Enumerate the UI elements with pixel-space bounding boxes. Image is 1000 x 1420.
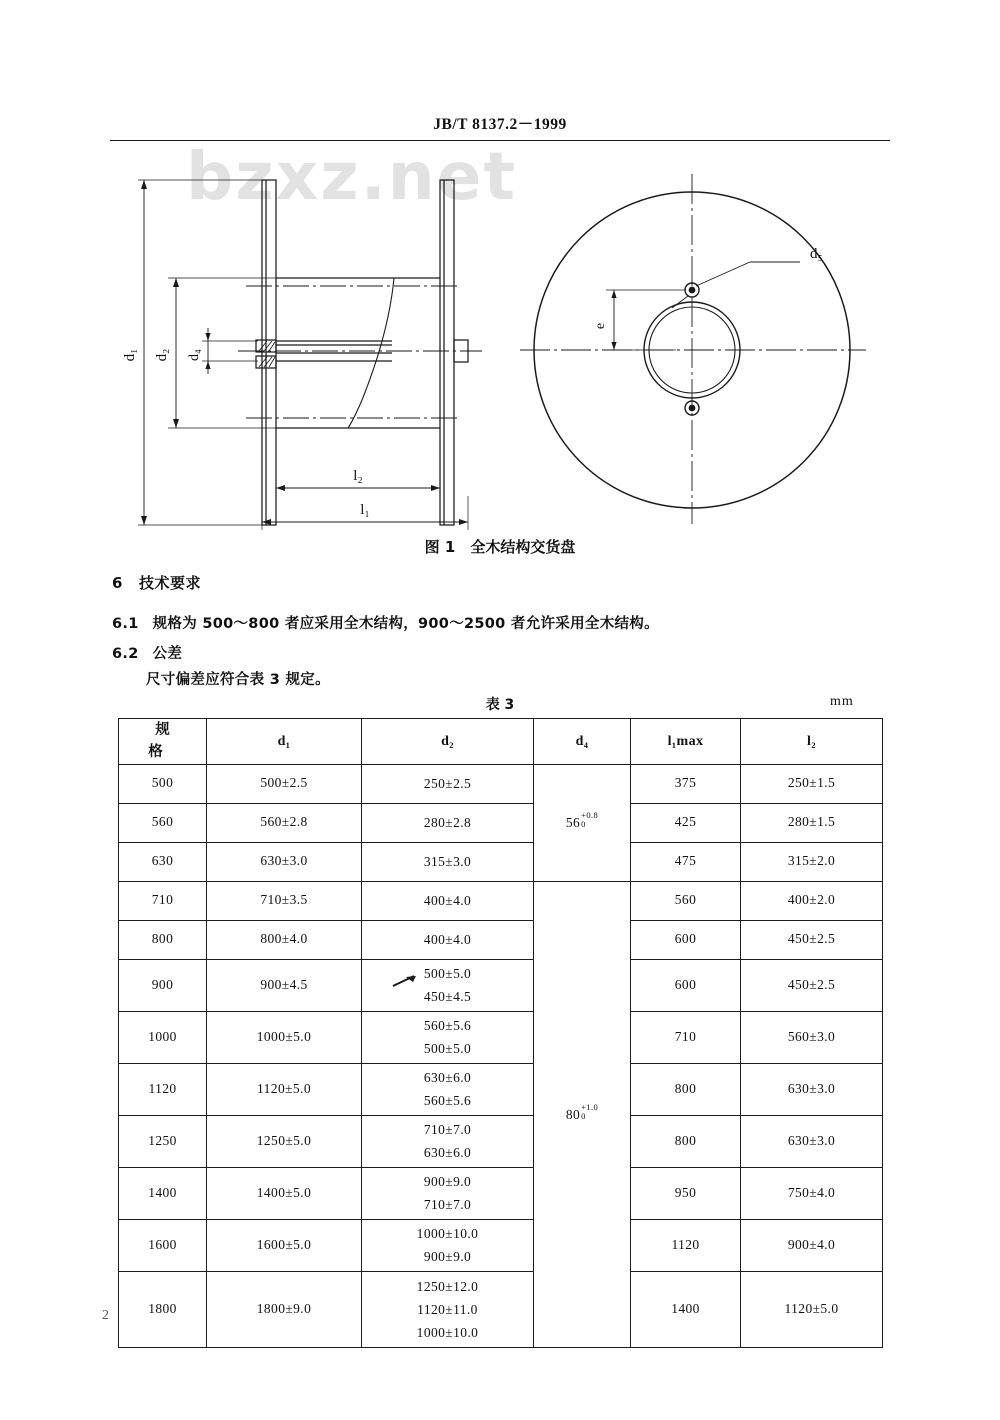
cell-spec: 800 xyxy=(119,920,207,959)
clause-6-2-number: 6.2 xyxy=(112,646,139,662)
cell-d2 xyxy=(362,959,534,1011)
cell-d4 xyxy=(534,764,631,881)
cell-l1max: 1120 xyxy=(631,1219,741,1271)
cell-d4-value: 80+1.0 0 xyxy=(565,1101,599,1123)
table-3 xyxy=(118,718,883,1348)
cell-l1max: 425 xyxy=(631,803,741,842)
table-body xyxy=(119,764,883,1347)
cell-spec: 710 xyxy=(119,881,207,920)
cell-d1: 630±3.0 xyxy=(207,842,362,881)
cell-l1max: 600 xyxy=(631,920,741,959)
cell-d2 xyxy=(362,1219,534,1271)
column-header-l1max: l₁max xyxy=(631,719,741,765)
table-caption: 表 3 xyxy=(485,697,515,713)
table-row xyxy=(119,1115,883,1167)
table-row xyxy=(119,1063,883,1115)
clause-6-2-body: 尺寸偏差应符合表 3 规定。 xyxy=(146,672,330,688)
cell-d2-value: 315±3.0 xyxy=(423,854,472,870)
cell-d2-value: 1250±12.0 xyxy=(416,1278,479,1294)
cell-l1max: 710 xyxy=(631,1011,741,1063)
cell-d2-value: 710±7.0 xyxy=(423,1197,472,1213)
cell-d2 xyxy=(362,1115,534,1167)
cell-spec: 500 xyxy=(119,764,207,803)
cell-l1max: 800 xyxy=(631,1063,741,1115)
cell-d4-tolerance: +1.0 0 xyxy=(581,1101,599,1121)
cell-d2-value: 500±5.0 xyxy=(423,966,472,982)
cell-d2-value: 630±6.0 xyxy=(423,1070,472,1086)
cell-spec: 1250 xyxy=(119,1115,207,1167)
table-unit-label: mm xyxy=(830,694,854,709)
spool-svg xyxy=(110,150,890,535)
cell-l2: 630±3.0 xyxy=(741,1115,883,1167)
table-row xyxy=(119,764,883,803)
cell-d4 xyxy=(534,881,631,1347)
column-header-d2: d₂ xyxy=(362,719,534,765)
cell-d2 xyxy=(362,920,534,959)
table-row xyxy=(119,842,883,881)
column-header-l2: l₂ xyxy=(741,719,883,765)
figure-caption: 图 1 全木结构交货盘 xyxy=(424,538,576,556)
watermark-bzxz: bzxz.net xyxy=(186,138,518,215)
cell-spec: 1120 xyxy=(119,1063,207,1115)
section-number: 6 xyxy=(112,574,123,592)
cell-d1: 1600±5.0 xyxy=(207,1219,362,1271)
table-3-wrapper xyxy=(118,718,882,1348)
cell-d1: 900±4.5 xyxy=(207,959,362,1011)
cell-d1: 500±2.5 xyxy=(207,764,362,803)
cell-d1: 800±4.0 xyxy=(207,920,362,959)
figure-label-l2: l₂ xyxy=(353,468,363,484)
cell-l2: 450±2.5 xyxy=(741,959,883,1011)
cell-l1max: 475 xyxy=(631,842,741,881)
column-header-spec: 规 格 xyxy=(119,719,207,765)
cell-l2: 450±2.5 xyxy=(741,920,883,959)
cell-spec: 1000 xyxy=(119,1011,207,1063)
table-row xyxy=(119,959,883,1011)
cell-l1max: 600 xyxy=(631,959,741,1011)
cell-d1: 560±2.8 xyxy=(207,803,362,842)
cell-d2 xyxy=(362,1271,534,1347)
section-heading-6 xyxy=(112,572,201,593)
cell-l1max: 1400 xyxy=(631,1271,741,1347)
cell-d2-value: 400±4.0 xyxy=(423,893,472,909)
cell-d2-value: 560±5.6 xyxy=(423,1093,472,1109)
cell-d2-value: 900±9.0 xyxy=(423,1174,472,1190)
figure-spool-drawing xyxy=(110,150,890,535)
cell-spec: 1800 xyxy=(119,1271,207,1347)
cell-d1: 710±3.5 xyxy=(207,881,362,920)
cell-l2: 250±1.5 xyxy=(741,764,883,803)
cell-d2-value: 710±7.0 xyxy=(423,1122,472,1138)
cell-l1max: 375 xyxy=(631,764,741,803)
cell-d2 xyxy=(362,764,534,803)
cell-l2: 900±4.0 xyxy=(741,1219,883,1271)
cell-d2-value: 1000±10.0 xyxy=(416,1325,479,1341)
table-row xyxy=(119,1271,883,1347)
cell-d2-value: 280±2.8 xyxy=(423,815,472,831)
table-header-row xyxy=(119,719,883,765)
cell-d1: 1800±9.0 xyxy=(207,1271,362,1347)
table-row xyxy=(119,803,883,842)
column-header-d1: d₁ xyxy=(207,719,362,765)
cell-d4-value: 56+0.8 0 xyxy=(565,810,599,831)
cell-d2-value: 900±9.0 xyxy=(423,1249,472,1265)
table-row xyxy=(119,1219,883,1271)
cell-d2-value: 1120±11.0 xyxy=(417,1301,478,1317)
cell-d2 xyxy=(362,842,534,881)
cell-d2-value: 560±5.6 xyxy=(423,1018,472,1034)
cell-spec: 560 xyxy=(119,803,207,842)
page-number: 2 xyxy=(102,1308,109,1323)
table-row xyxy=(119,920,883,959)
cell-l2: 315±2.0 xyxy=(741,842,883,881)
cell-d2-value: 630±6.0 xyxy=(423,1145,472,1161)
figure-label-l1: l₁ xyxy=(360,502,370,518)
cell-d2-value: 1000±10.0 xyxy=(416,1226,479,1242)
cell-l2: 400±2.0 xyxy=(741,881,883,920)
cell-d2 xyxy=(362,881,534,920)
cell-d2 xyxy=(362,1011,534,1063)
cell-d1: 1000±5.0 xyxy=(207,1011,362,1063)
table-row xyxy=(119,881,883,920)
table-row xyxy=(119,1167,883,1219)
cell-d2-value: 250±2.5 xyxy=(423,776,472,792)
page-header-standard-number: JB/T 8137.2－1999 xyxy=(433,116,567,133)
figure-label-d1: d₁ xyxy=(122,348,138,362)
cell-l1max: 800 xyxy=(631,1115,741,1167)
figure-label-d4: d₄ xyxy=(187,349,202,361)
clause-6-1 xyxy=(112,612,659,633)
clause-6-2-text: 公差 xyxy=(152,646,183,662)
cell-l2: 750±4.0 xyxy=(741,1167,883,1219)
cell-spec: 1400 xyxy=(119,1167,207,1219)
cell-d2-value: 450±4.5 xyxy=(423,989,472,1005)
clause-6-1-text: 规格为 500～800 者应采用全木结构，900～2500 者允许采用全木结构。 xyxy=(152,616,659,632)
figure-label-d2: d₂ xyxy=(154,348,170,362)
clause-6-1-number: 6.1 xyxy=(112,616,139,632)
cell-d2-value: 400±4.0 xyxy=(423,932,472,948)
cell-d1: 1250±5.0 xyxy=(207,1115,362,1167)
cell-l2: 1120±5.0 xyxy=(741,1271,883,1347)
cell-spec: 1600 xyxy=(119,1219,207,1271)
cell-d1: 1120±5.0 xyxy=(207,1063,362,1115)
column-header-d4: d₄ xyxy=(534,719,631,765)
cell-d2 xyxy=(362,803,534,842)
cell-spec: 900 xyxy=(119,959,207,1011)
cell-l2: 280±1.5 xyxy=(741,803,883,842)
cell-d2-value: 500±5.0 xyxy=(423,1041,472,1057)
cell-l2: 560±3.0 xyxy=(741,1011,883,1063)
cell-d2 xyxy=(362,1167,534,1219)
cell-d1: 1400±5.0 xyxy=(207,1167,362,1219)
cell-l1max: 950 xyxy=(631,1167,741,1219)
figure-label-e: e xyxy=(593,322,608,330)
cell-d2 xyxy=(362,1063,534,1115)
cell-spec: 630 xyxy=(119,842,207,881)
clause-6-2 xyxy=(112,642,182,663)
cell-d4-tolerance: +0.8 0 xyxy=(581,810,599,830)
cell-l2: 630±3.0 xyxy=(741,1063,883,1115)
table-row xyxy=(119,1011,883,1063)
cell-l1max: 560 xyxy=(631,881,741,920)
section-title: 技术要求 xyxy=(138,574,201,592)
figure-label-d5: d₅ xyxy=(810,246,823,262)
